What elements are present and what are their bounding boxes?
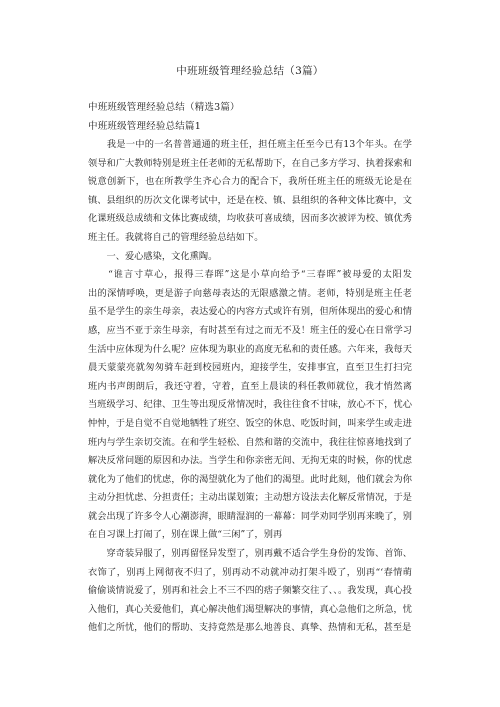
body-line: 当班级学习、纪律、卫生等出现反常情况时，我往往食不甘味，放心不下，忧心 — [88, 399, 412, 411]
body-line: 镇、县组织的历次文化课考试中，还是在校、镇、县组织的各种文体比赛中，文 — [88, 194, 412, 206]
body-text — [88, 136, 412, 638]
body-line: 在自习课上打闹了，别在课上做“三闲”了，别再 — [88, 529, 283, 541]
body-line: 化课班级总成绩和文体比赛成绩，均收获可喜成绩，因而多次被评为校、镇优秀 — [88, 213, 412, 225]
body-line: 就化为了他们的忧虑，你的渴望就化为了他们的渴望。此时此刻，他们就会为你 — [88, 473, 412, 485]
body-line: 锐意创新下，也在所教学生齐心合力的配合下，我所任班主任的班级无论是在 — [88, 176, 412, 188]
body-line: “谁言寸草心，报得三春晖”这是小草向给予“三春晖”被母爱的太阳发 — [88, 269, 412, 281]
body-line: 主动分担忧虑、分担责任；主动出谋划策；主动想方设法去化解反常情况，于是 — [88, 492, 412, 504]
body-line: 生活中应体现为什么呢？应体现为职业的高度无私和的责任感。六年来，我每天 — [88, 343, 412, 355]
body-line: 我是一中的一名普普通通的班主任，担任班主任至今已有13个年头。在学 — [106, 139, 412, 150]
body-line: 衣饰了，别再上网彻夜不归了，别再动不动就冲动打架斗殴了，别再“‘春情萌 — [88, 566, 412, 578]
body-line: 感，应当不亚于亲生母亲，有时甚至有过之而无不及！班主任的爱心在日常学习 — [88, 324, 412, 336]
body-line: 就会出现了许多令人心潮澎湃，眼睛湿润的一幕幕：同学劝同学别再来晚了，别 — [88, 510, 412, 522]
body-line: 忡忡，于是自觉不自觉地牺牲了班空、饭空的休息、吃饭时间，叫来学生或走进 — [88, 417, 412, 429]
document-subtitle: 中班班级管理经验总结（精选3篇） — [88, 102, 240, 113]
body-line: 晨天蒙蒙亮就匆匆骑车赶到校园班内，迎接学生，安排事宜，直至卫生打扫完 — [88, 362, 412, 374]
body-line: 他们之所忧，他们的帮助、支持竟然是那么地善良、真挚、热情和无私，甚至是 — [88, 622, 412, 634]
body-line: 领导和广大教师特别是班主任老师的无私帮助下，在自己多方学习、执着探索和 — [88, 157, 412, 169]
body-line: 班主任。我就将自己的管理经验总结如下。 — [88, 231, 264, 243]
body-line: 班内书声朗朗后，我还守着，守着，直至上晨读的科任教师就位，我才悄然离 — [88, 380, 412, 392]
section-title: 中班班级管理经验总结篇1 — [88, 121, 201, 132]
document-title: 中班班级管理经验总结（3篇） — [176, 65, 324, 77]
body-line: 虽不是学生的亲生母亲，表达爱心的内容方式或许有别，但所体现出的爱心和情 — [88, 306, 412, 318]
body-line: 出的深情呼唤，更是游子向慈母表达的无限感激之情。老师，特别是班主任老 — [88, 287, 412, 299]
body-line: 解决反常问题的原因和办法。当学生和你亲密无间、无拘无束的时候，你的忧虑 — [88, 455, 412, 467]
body-line: 班内与学生亲切交流。在和学生轻松、自然和谐的交流中，我往往惊喜地找到了 — [88, 436, 412, 448]
body-line: 偷偷谈情说爱了，别再和社会上不三不四的痞子频繁交往了、、。我发现，真心投 — [88, 585, 412, 597]
body-line: 穿奇装异服了，别再留怪异发型了，别再戴不适合学生身份的发饰、首饰、 — [88, 548, 412, 560]
body-line: 一、爱心感染，文化熏陶。 — [88, 250, 218, 262]
body-line: 入他们，真心关爱他们，真心解决他们渴望解决的事情，真心急他们之所急，忧 — [88, 603, 412, 615]
